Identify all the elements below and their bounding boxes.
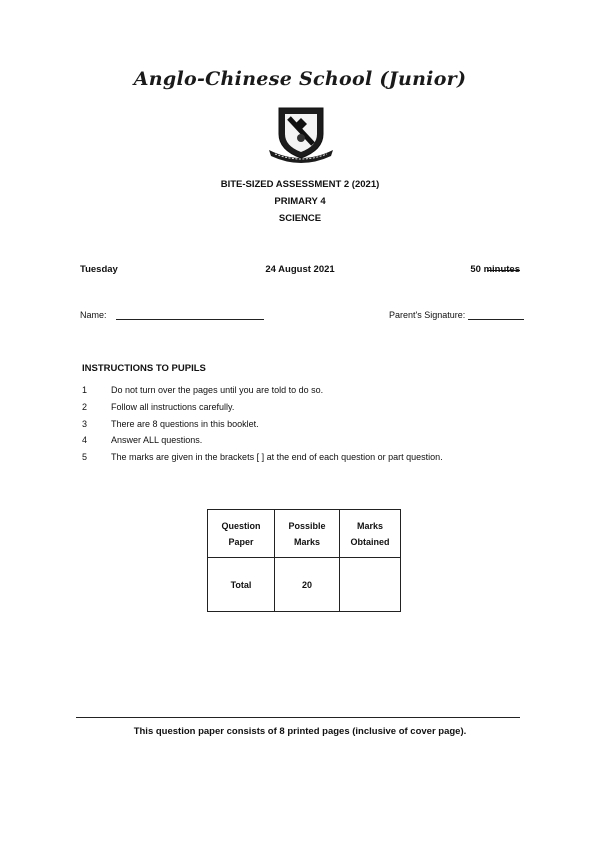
header-line: Paper	[228, 536, 254, 547]
header-possible-marks	[275, 510, 340, 558]
exam-day: Tuesday	[80, 264, 118, 275]
school-name: Anglo-Chinese School (Junior)	[133, 68, 467, 90]
duration-value: 50 minutes	[470, 264, 520, 275]
signature-label: Parent's Signature:	[389, 310, 466, 320]
school-crest-icon	[265, 104, 337, 166]
assessment-title: BITE-SIZED ASSESSMENT 2 (2021)	[220, 179, 380, 190]
instruction-text: Answer ALL questions.	[111, 435, 203, 445]
instruction-text: The marks are given in the brackets [ ] at the end of each question or part question.	[111, 452, 443, 462]
name-field[interactable]	[116, 309, 264, 320]
exam-date: 24 August 2021	[265, 264, 335, 275]
header-line: Possible	[288, 520, 326, 531]
footer-rule	[76, 717, 520, 718]
footer-note: This question paper consists of 8 printed pages (inclusive of cover page).	[133, 726, 467, 737]
header-line: Marks	[356, 520, 383, 531]
instructions-title: INSTRUCTIONS TO PUPILS	[82, 363, 206, 374]
name-label: Name:	[80, 310, 107, 320]
marks-table	[207, 509, 401, 612]
signature-field[interactable]	[468, 309, 524, 320]
total-marks-obtained[interactable]	[340, 558, 401, 612]
instruction-number: 5	[82, 452, 88, 462]
instruction-text: There are 8 questions in this booklet.	[111, 419, 259, 429]
total-label: Total	[208, 558, 275, 612]
instruction-number: 1	[82, 385, 88, 395]
instruction-number: 3	[82, 419, 88, 429]
header-question-paper	[208, 510, 275, 558]
header-line: Obtained	[350, 536, 390, 547]
instruction-text: Follow all instructions carefully.	[111, 402, 235, 412]
instruction-text: Do not turn over the pages until you are told to do so.	[111, 385, 324, 395]
duration-strike	[487, 270, 520, 271]
header-line: Marks	[293, 536, 320, 547]
instruction-number: 2	[82, 402, 88, 412]
header-line: Question	[221, 520, 261, 531]
level-label: PRIMARY 4	[274, 196, 326, 207]
header-marks-obtained	[340, 510, 401, 558]
total-possible-marks: 20	[275, 558, 340, 612]
instruction-number: 4	[82, 435, 88, 445]
subject-label: SCIENCE	[278, 213, 322, 224]
